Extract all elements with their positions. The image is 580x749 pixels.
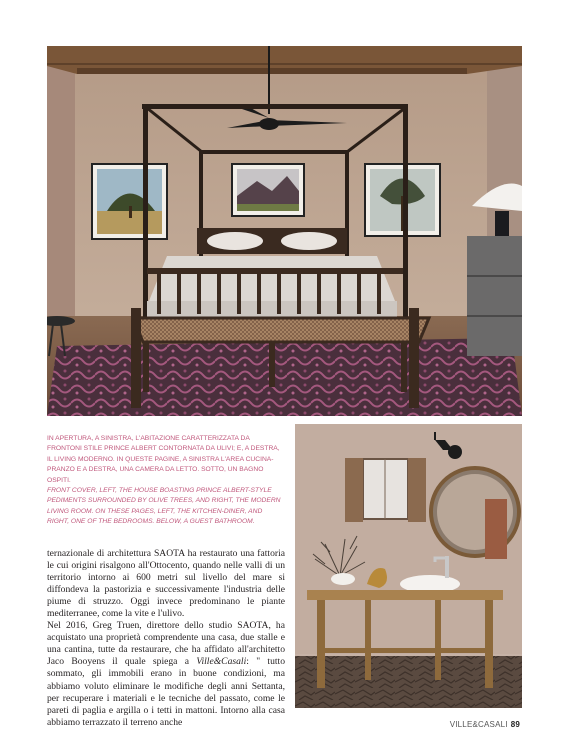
photo-caption (47, 434, 285, 528)
paragraph-2-start: Nel 2016, Greg Truen, direttore dello studio SAOTA, ha acquistato una proprietà comprendente una casa, due stalle e una cantina, tutte da restaurare, che ha affidato all'architetto Jaco Booyens il quale spiega a (47, 620, 285, 668)
page-footer (450, 720, 520, 729)
bathroom-photo (295, 424, 522, 708)
caption-english: FRONT COVER, LEFT, THE HOUSE BOASTING PRINCE ALBERT-STYLE PEDIMENTS SURROUNDED BY OLIVE TREES, AND RIGHT, THE MODERN LIVING ROOM. ON THESE PAGES, LEFT, THE KITCHEN-DINER, AND RIGHT, ONE OF THE BEDROOMS. BELOW, A GUEST BATHROOM. (47, 487, 281, 526)
bathroom-illustration (295, 424, 522, 708)
article-paragraph-2 (47, 620, 285, 728)
footer-magazine: VILLE&CASALI (449, 720, 508, 729)
magazine-name-inline: Ville&Casali (196, 656, 247, 668)
article-body (47, 548, 285, 729)
page-number: 89 (510, 720, 520, 729)
caption-italian: IN APERTURA, A SINISTRA, L'ABITAZIONE CARATTERIZZATA DA FRONTONI STILE PRINCE ALBERT CONTORNATA DA ULIVI; E, A DESTRA, IL LIVING MODERNO. IN QUESTE PAGINE, A SINISTRA L'AREA CUCINA-PRANZO E A DESTRA, UNA CAMERA DA LETTO. SOTTO, UN BAGNO OSPITI. (47, 435, 280, 484)
paragraph-2-end: : " tutto sommato, gli immobili erano in buone condizioni, ma abbiamo voluto eliminare le modifiche degli anni Settanta, per recuperare i materiali e le tecniche del passato, come le pareti di paglia e argilla o i tetti in mattoni. Intorno alla casa abbiamo terrazzato il terreno anche (47, 656, 286, 728)
article-paragraph-1: ternazionale di architettura SAOTA ha restaurato una fattoria le cui origini risalgono all'Ottocento, quando nelle valli di un territorio intorno ai 600 metri sul livello del mare si diffondeva la pastorizia e successivamente l'industria delle piume di struzzo. Oggi invece predominano le piante mediterranee, come la vite e l'ulivo. (47, 548, 285, 620)
bedroom-illustration (47, 46, 522, 416)
bedroom-photo (47, 46, 522, 416)
